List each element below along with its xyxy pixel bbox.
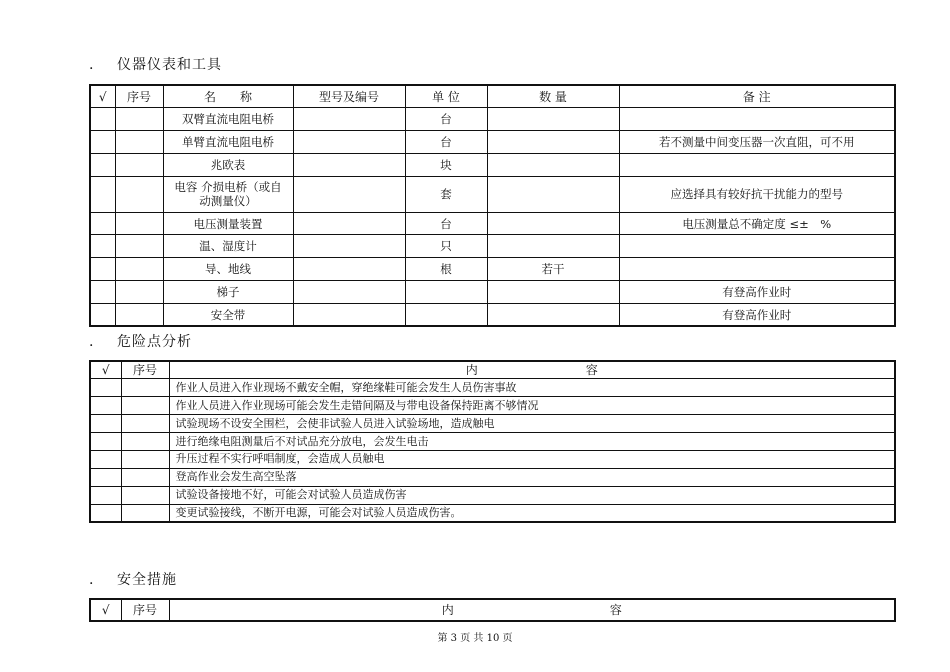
- no-cell: [121, 486, 169, 504]
- qty-cell: [487, 303, 619, 326]
- section-title-text: 仪器仪表和工具: [117, 57, 222, 73]
- unit-cell: 块: [405, 153, 487, 176]
- no-cell: [115, 281, 163, 304]
- check-cell[interactable]: [90, 108, 115, 131]
- table-row: [90, 415, 895, 433]
- table-row: [90, 486, 895, 504]
- no-cell: [115, 212, 163, 235]
- check-cell[interactable]: [90, 176, 115, 212]
- note-cell: 电压测量总不确定度 ≤± %: [619, 212, 895, 235]
- table-row: [90, 379, 895, 397]
- check-cell[interactable]: [90, 450, 121, 468]
- header-content: 内 容: [169, 599, 895, 621]
- no-cell: [121, 450, 169, 468]
- check-cell[interactable]: [90, 212, 115, 235]
- name-cell: 梯子: [163, 281, 293, 304]
- check-cell[interactable]: [90, 281, 115, 304]
- content-cell: 变更试验接线，不断开电源，可能会对试验人员造成伤害。: [169, 504, 895, 522]
- table-row: [90, 212, 895, 235]
- table-row: [90, 281, 895, 304]
- table-row: [90, 108, 895, 131]
- no-cell: [115, 108, 163, 131]
- no-cell: [121, 468, 169, 486]
- check-cell[interactable]: [90, 486, 121, 504]
- note-cell: [619, 258, 895, 281]
- qty-cell: [487, 108, 619, 131]
- hazards-table: [89, 360, 896, 523]
- header-note: 备 注: [619, 85, 895, 108]
- model-cell: [293, 153, 405, 176]
- no-cell: [115, 153, 163, 176]
- model-cell: [293, 258, 405, 281]
- no-cell: [121, 433, 169, 451]
- no-cell: [115, 258, 163, 281]
- header-model: 型号及编号: [293, 85, 405, 108]
- section-bullet: .: [89, 572, 95, 588]
- table-header-row: [90, 85, 895, 108]
- note-cell: 应选择具有较好抗干扰能力的型号: [619, 176, 895, 212]
- qty-cell: [487, 153, 619, 176]
- check-cell[interactable]: [90, 415, 121, 433]
- content-cell: 试验设备接地不好，可能会对试验人员造成伤害: [169, 486, 895, 504]
- header-qty: 数 量: [487, 85, 619, 108]
- instruments-table: [89, 84, 896, 327]
- table-row: [90, 433, 895, 451]
- section-title-text: 危险点分析: [117, 334, 192, 350]
- table-row: [90, 397, 895, 415]
- content-cell: 进行绝缘电阻测量后不对试品充分放电，会发生电击: [169, 433, 895, 451]
- check-cell[interactable]: [90, 258, 115, 281]
- check-cell[interactable]: [90, 468, 121, 486]
- name-cell: 兆欧表: [163, 153, 293, 176]
- header-unit: 单 位: [405, 85, 487, 108]
- note-cell: 若不测量中间变压器一次直阻，可不用: [619, 131, 895, 154]
- check-cell[interactable]: [90, 397, 121, 415]
- unit-cell: [405, 303, 487, 326]
- content-cell: 登高作业会发生高空坠落: [169, 468, 895, 486]
- content-cell: 试验现场不设安全围栏，会使非试验人员进入试验场地，造成触电: [169, 415, 895, 433]
- table-header-row: [90, 599, 895, 621]
- table-row: [90, 176, 895, 212]
- qty-cell: [487, 235, 619, 258]
- table-row: [90, 235, 895, 258]
- unit-cell: 根: [405, 258, 487, 281]
- no-cell: [115, 235, 163, 258]
- check-cell[interactable]: [90, 433, 121, 451]
- section-title-text: 安全措施: [117, 572, 177, 588]
- check-cell[interactable]: [90, 303, 115, 326]
- name-cell: 导、地线: [163, 258, 293, 281]
- header-content: 内 容: [169, 361, 895, 379]
- table-row: [90, 153, 895, 176]
- section-title-hazards: [89, 331, 192, 351]
- safety-table: [89, 598, 896, 622]
- qty-cell: [487, 131, 619, 154]
- unit-cell: 只: [405, 235, 487, 258]
- unit-cell: 台: [405, 131, 487, 154]
- content-cell: 作业人员进入作业现场不戴安全帽，穿绝缘鞋可能会发生人员伤害事故: [169, 379, 895, 397]
- table-row: [90, 303, 895, 326]
- section-title-instruments: [89, 54, 222, 74]
- section-title-safety: [89, 569, 177, 589]
- section-bullet: .: [89, 334, 95, 350]
- no-cell: [115, 176, 163, 212]
- no-cell: [121, 504, 169, 522]
- model-cell: [293, 212, 405, 235]
- table-row: [90, 258, 895, 281]
- no-cell: [115, 131, 163, 154]
- note-cell: 有登高作业时: [619, 281, 895, 304]
- check-cell[interactable]: [90, 235, 115, 258]
- unit-cell: 套: [405, 176, 487, 212]
- name-cell: 单臂直流电阻电桥: [163, 131, 293, 154]
- check-cell[interactable]: [90, 504, 121, 522]
- unit-cell: [405, 281, 487, 304]
- unit-cell: 台: [405, 108, 487, 131]
- name-cell: 双臂直流电阻电桥: [163, 108, 293, 131]
- header-check: √: [90, 361, 121, 379]
- name-cell: 温、湿度计: [163, 235, 293, 258]
- table-header-row: [90, 361, 895, 379]
- no-cell: [115, 303, 163, 326]
- model-cell: [293, 176, 405, 212]
- check-cell[interactable]: [90, 379, 121, 397]
- check-cell[interactable]: [90, 153, 115, 176]
- no-cell: [121, 397, 169, 415]
- header-check: √: [90, 599, 121, 621]
- model-cell: [293, 108, 405, 131]
- qty-cell: [487, 176, 619, 212]
- qty-cell: [487, 212, 619, 235]
- header-no: 序号: [121, 361, 169, 379]
- table-row: [90, 450, 895, 468]
- name-cell: 电容 介损电桥（或自动测量仪）: [163, 176, 293, 212]
- table-row: [90, 131, 895, 154]
- model-cell: [293, 235, 405, 258]
- header-no: 序号: [115, 85, 163, 108]
- model-cell: [293, 131, 405, 154]
- model-cell: [293, 281, 405, 304]
- header-name: 名 称: [163, 85, 293, 108]
- note-cell: 有登高作业时: [619, 303, 895, 326]
- section-bullet: .: [89, 57, 95, 73]
- qty-cell: [487, 281, 619, 304]
- header-check: √: [90, 85, 115, 108]
- no-cell: [121, 379, 169, 397]
- header-no: 序号: [121, 599, 169, 621]
- page-footer: 第 3 页 共 10 页: [437, 633, 513, 644]
- table-row: [90, 504, 895, 522]
- no-cell: [121, 415, 169, 433]
- content-cell: 升压过程不实行呼唱制度，会造成人员触电: [169, 450, 895, 468]
- table-row: [90, 468, 895, 486]
- check-cell[interactable]: [90, 131, 115, 154]
- name-cell: 电压测量装置: [163, 212, 293, 235]
- note-cell: [619, 108, 895, 131]
- unit-cell: 台: [405, 212, 487, 235]
- note-cell: [619, 153, 895, 176]
- content-cell: 作业人员进入作业现场可能会发生走错间隔及与带电设备保持距离不够情况: [169, 397, 895, 415]
- note-cell: [619, 235, 895, 258]
- qty-cell: 若干: [487, 258, 619, 281]
- name-cell: 安全带: [163, 303, 293, 326]
- model-cell: [293, 303, 405, 326]
